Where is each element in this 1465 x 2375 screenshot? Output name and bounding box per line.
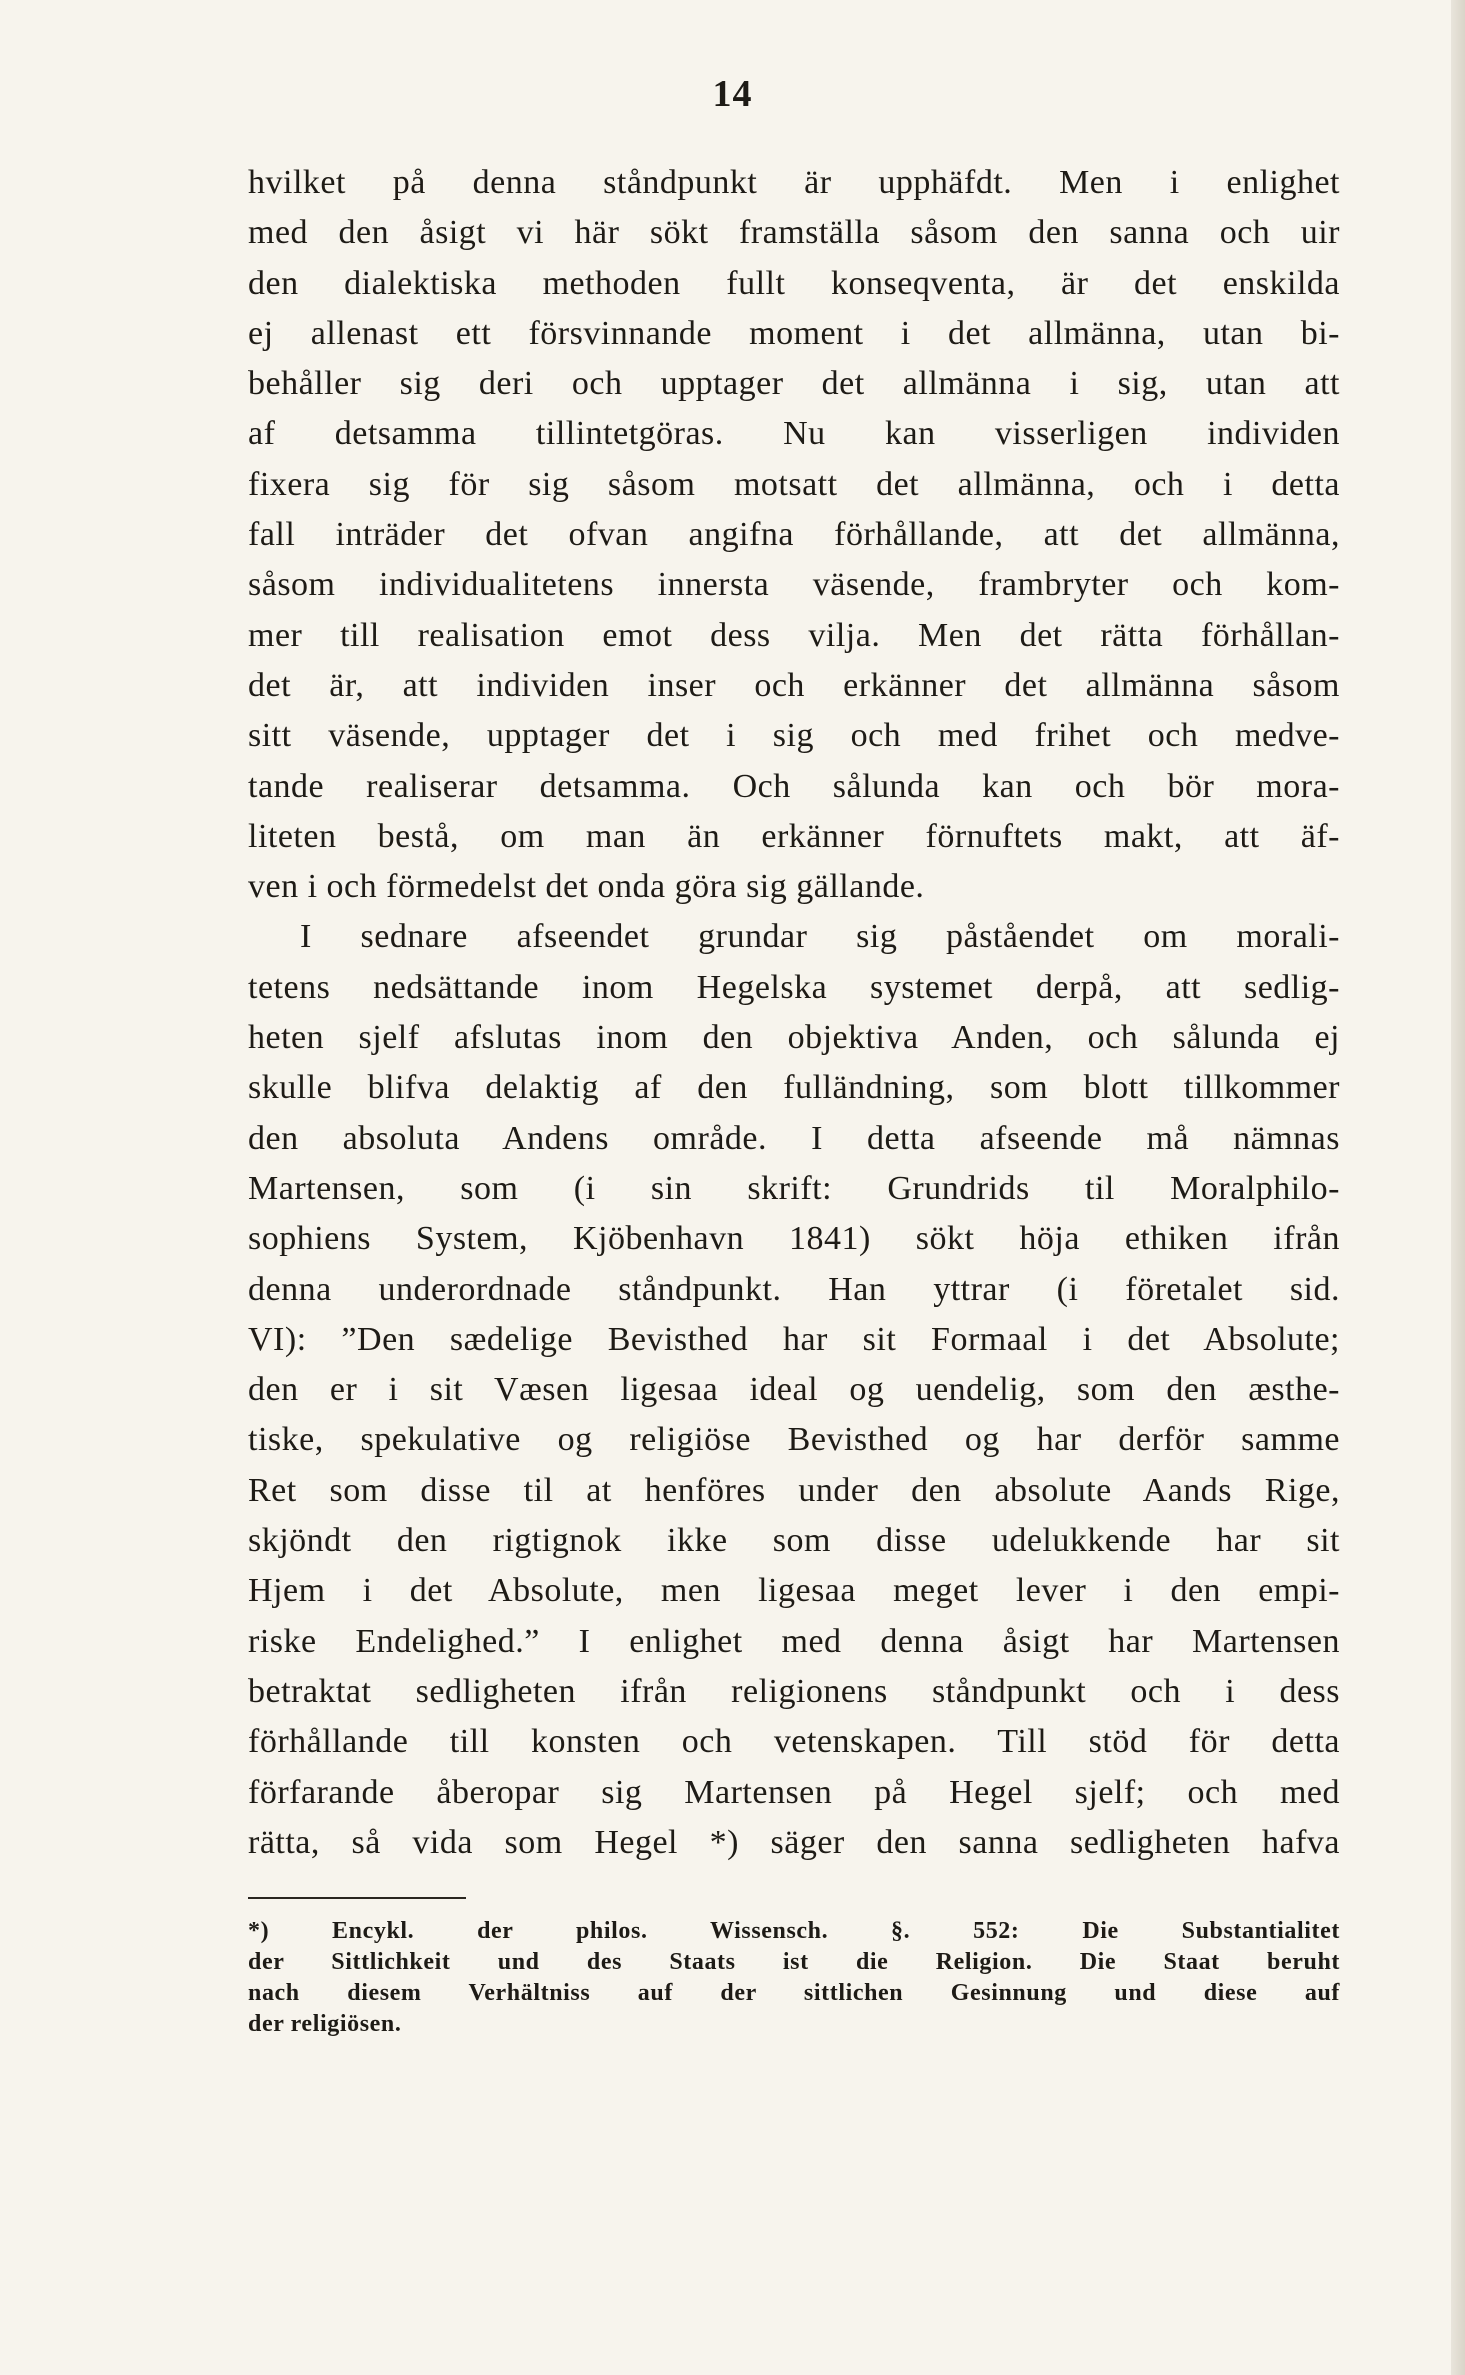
text-line: tetens nedsättande inom Hegelska systemet derpå, att sedlig- [248,968,1340,1006]
text-line: skulle blifva delaktig af den fulländning, som blott tillkommer [248,1069,1340,1107]
text-line: Ret som disse til at henföres under den absolute Aands Rige, [248,1471,1340,1509]
text-line: Hjem i det Absolute, men ligesaa meget lever i den empi- [248,1572,1340,1610]
text-line: det är, att individen inser och erkänner det allmänna såsom [248,666,1340,704]
text-line: skjöndt den rigtignok ikke som disse udelukkende har sit [248,1522,1340,1560]
page-number: 14 [712,73,753,115]
text-line: såsom individualitetens innersta väsende, frambryter och kom- [248,566,1340,604]
text-line: tande realiserar detsamma. Och sålunda kan och bör mora- [248,767,1340,805]
page-binding-edge [1451,0,1465,2375]
text-line: hvilket på denna ståndpunkt är upphäfdt. Men i enlighet [248,164,1340,201]
text-line: förhållande till konsten och vetenskapen. Till stöd för detta [248,1723,1340,1761]
text-line: förfarande åberopar sig Martensen på Hegel sjelf; och med [248,1773,1340,1811]
paragraph-start-line: I sednare afseendet grundar sig påståendet om morali- [300,918,1340,956]
text-line: riske Endelighed.” I enlighet med denna åsigt har Martensen [248,1622,1340,1660]
text-line: med den åsigt vi här sökt framställa såsom den sanna och uir [248,214,1340,252]
text-line: fall inträder det ofvan angifna förhållande, att det allmänna, [248,516,1340,554]
text-line: liteten bestå, om man än erkänner förnuftets makt, att äf- [248,817,1340,855]
footnote-line: *) Encykl. der philos. Wissensch. §. 552: Die Substantialitet [248,1918,1340,1944]
footnote-line: nach diesem Verhältniss auf der sittlichen Gesinnung und diese auf [248,1980,1340,2006]
text-line: mer till realisation emot dess vilja. Men det rätta förhållan- [248,616,1340,654]
text-line: af detsamma tillintetgöras. Nu kan visserligen individen [248,415,1340,453]
text-line: behåller sig deri och upptager det allmänna i sig, utan att [248,365,1340,403]
text-line: den dialektiska methoden fullt konseqventa, är det enskilda [248,264,1340,302]
text-line: heten sjelf afslutas inom den objektiva Anden, och sålunda ej [248,1019,1340,1057]
text-line: sophiens System, Kjöbenhavn 1841) sökt höja ethiken ifrån [248,1220,1340,1258]
paragraph-end-line: ven i och förmedelst det onda göra sig gällande. [248,868,925,906]
text-line: sitt väsende, upptager det i sig och med frihet och medve- [248,717,1340,755]
body-text [248,158,1340,1868]
text-line: VI): ”Den sædelige Bevisthed har sit Formaal i det Absolute; [248,1320,1340,1358]
text-line: tiske, spekulative og religiöse Bevisthed og har derför samme [248,1421,1340,1459]
text-line: ej allenast ett försvinnande moment i det allmänna, utan bi- [248,314,1340,352]
text-line: rätta, så vida som Hegel *) säger den sanna sedligheten hafva [248,1823,1340,1861]
footnote [248,1916,1340,2040]
text-line: fixera sig för sig såsom motsatt det allmänna, och i detta [248,465,1340,503]
text-line: Martensen, som (i sin skrift: Grundrids til Moralphilo- [248,1169,1340,1207]
footnote-line: der Sittlichkeit und des Staats ist die Religion. Die Staat beruht [248,1949,1340,1975]
text-line: denna underordnade ståndpunkt. Han yttrar (i företalet sid. [248,1270,1340,1308]
footnote-line: der religiösen. [248,2011,402,2037]
text-line: den absoluta Andens område. I detta afseende må nämnas [248,1119,1340,1157]
footnote-divider [248,1897,466,1899]
text-line: den er i sit Væsen ligesaa ideal og uendelig, som den æsthe- [248,1371,1340,1409]
text-line: betraktat sedligheten ifrån religionens ståndpunkt och i dess [248,1672,1340,1710]
